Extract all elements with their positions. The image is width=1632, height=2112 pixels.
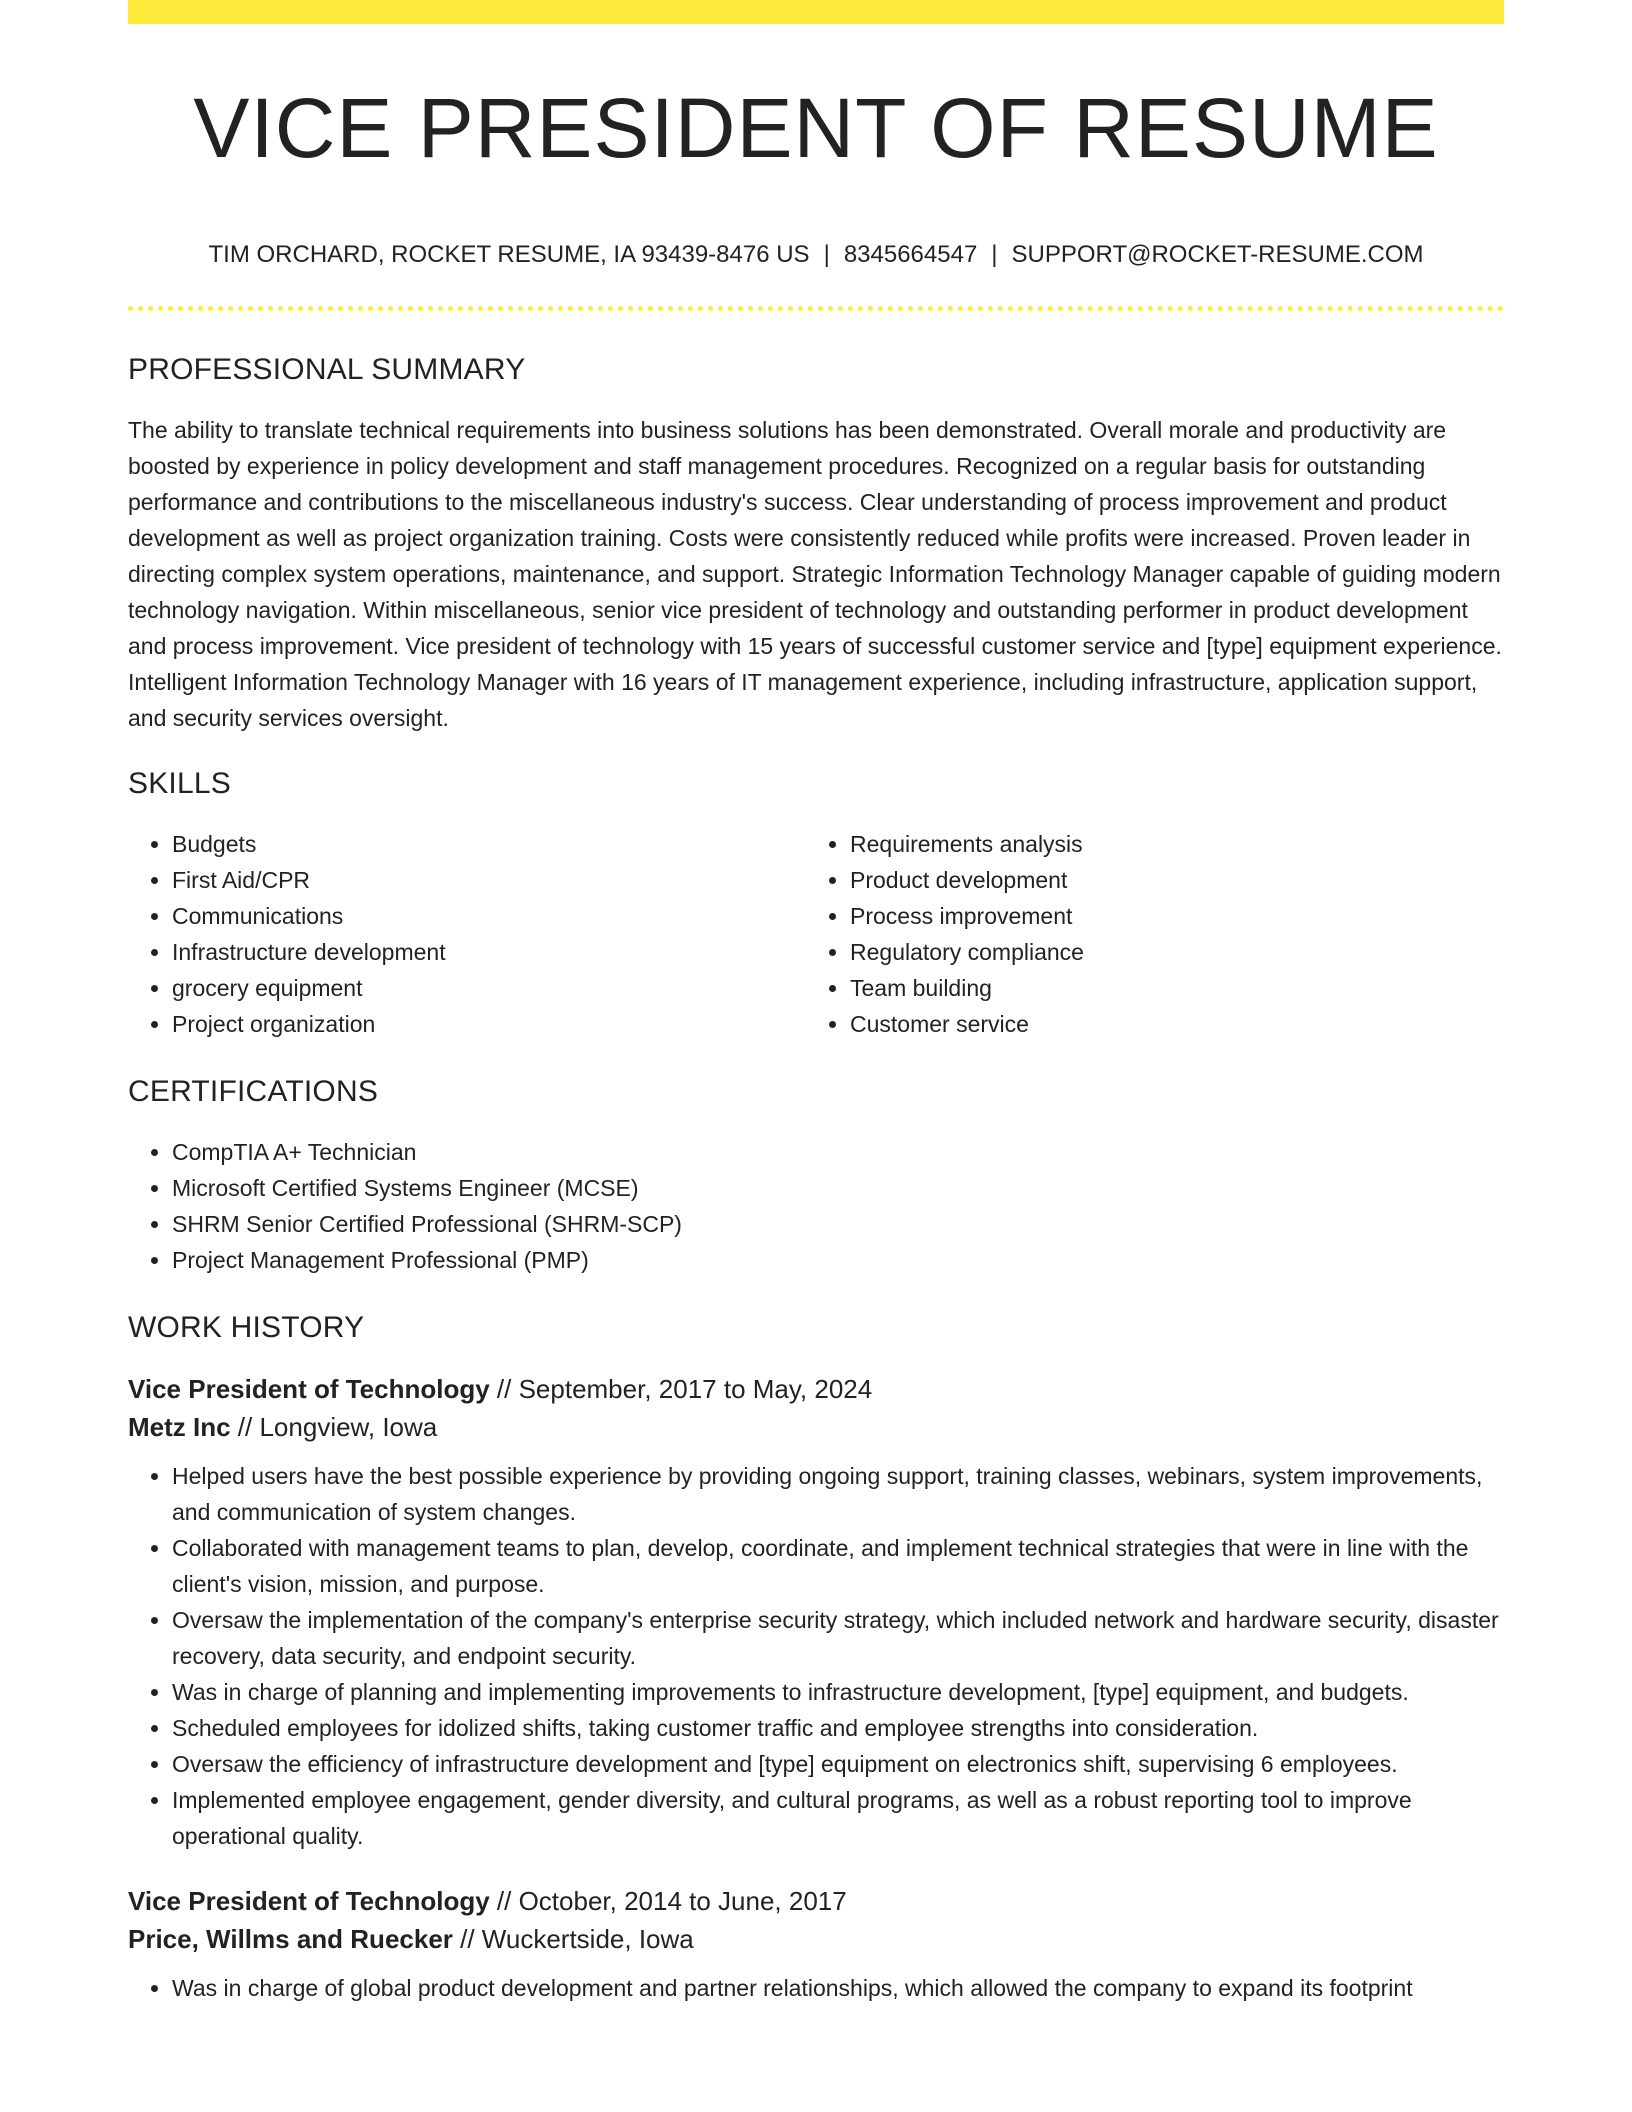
skill-item: • Budgets <box>172 826 806 862</box>
job-bullets <box>128 1458 1504 1854</box>
skill-item: • Project organization <box>172 1006 806 1042</box>
job-bullet: • Collaborated with management teams to plan, develop, coordinate, and implement technical strategies that were in line with the client's vision, mission, and purpose. <box>172 1530 1504 1602</box>
job-entry <box>128 1370 1504 1854</box>
job-company-line <box>128 1408 1504 1446</box>
job-company: Metz Inc <box>128 1412 231 1442</box>
skill-item: • Customer service <box>850 1006 1484 1042</box>
job-bullet: • Implemented employee engagement, gender diversity, and cultural programs, as well as a robust reporting tool to improve operational quality. <box>172 1782 1504 1854</box>
skill-item: • grocery equipment <box>172 970 806 1006</box>
certifications-list <box>128 1134 1504 1278</box>
job-bullet: • Oversaw the efficiency of infrastructure development and [type] equipment on electronics shift, supervising 6 employees. <box>172 1746 1504 1782</box>
skills-heading: SKILLS <box>128 767 231 800</box>
skill-item: • Product development <box>850 862 1484 898</box>
skill-item: • Infrastructure development <box>172 934 806 970</box>
resume-page <box>128 0 1504 2112</box>
skill-item: • Communications <box>172 898 806 934</box>
summary-section <box>128 350 1504 736</box>
resume-title: VICE PRESIDENT OF RESUME <box>193 81 1439 175</box>
job-role: Vice President of Technology <box>128 1886 490 1916</box>
job-dates: // October, 2014 to June, 2017 <box>489 1886 847 1916</box>
work-history-section <box>128 1308 1504 2006</box>
contact-phone: 8345664547 <box>843 241 978 268</box>
skill-item: • Process improvement <box>850 898 1484 934</box>
skill-item: • First Aid/CPR <box>172 862 806 898</box>
job-company: Price, Willms and Ruecker <box>128 1924 453 1954</box>
certification-item: • SHRM Senior Certified Professional (SHRM-SCP) <box>172 1206 1504 1242</box>
contact-line <box>128 238 1504 272</box>
certification-item: • CompTIA A+ Technician <box>172 1134 1504 1170</box>
job-location: // Wuckertside, Iowa <box>452 1924 694 1954</box>
job-bullet: • Was in charge of global product development and partner relationships, which allowed the company to expand its footprint <box>172 1970 1504 2006</box>
resume-content <box>128 350 1504 2034</box>
contact-address: TIM ORCHARD, ROCKET RESUME, IA 93439-8476 US <box>208 241 810 268</box>
job-role: Vice President of Technology <box>128 1374 490 1404</box>
job-bullets <box>128 1970 1504 2006</box>
job-entry <box>128 1882 1504 2006</box>
job-company-line <box>128 1920 1504 1958</box>
contact-separator: | <box>991 241 998 268</box>
job-bullet: • Was in charge of planning and implementing improvements to infrastructure development, [type] equipment, and budgets. <box>172 1674 1504 1710</box>
job-title-line <box>128 1882 1504 1920</box>
work-history-heading: WORK HISTORY <box>128 1311 365 1344</box>
skill-item: • Requirements analysis <box>850 826 1484 862</box>
skills-list-right <box>806 826 1484 1042</box>
contact-separator: | <box>823 241 830 268</box>
job-bullet: • Scheduled employees for idolized shifts, taking customer traffic and employee strengths into consideration. <box>172 1710 1504 1746</box>
certification-item: • Project Management Professional (PMP) <box>172 1242 1504 1278</box>
dotted-divider <box>128 306 1504 311</box>
job-title-line <box>128 1370 1504 1408</box>
job-location: // Longview, Iowa <box>230 1412 438 1442</box>
skills-section <box>128 764 1504 1042</box>
certifications-section <box>128 1072 1504 1278</box>
summary-heading: PROFESSIONAL SUMMARY <box>128 353 526 386</box>
certifications-heading: CERTIFICATIONS <box>128 1075 379 1108</box>
contact-email[interactable]: SUPPORT@ROCKET-RESUME.COM <box>1011 241 1424 268</box>
summary-text: The ability to translate technical requirements into business solutions has been demonstrated. Overall morale and productivity are boosted by experience in policy development and staff management procedures. Recognized on a regular basis for outstanding performance and contributions to the miscellaneous industry's success. Clear understanding of process improvement and product development as well as project organization training. Costs were consistently reduced while profits were increased. Proven leader in directing complex system operations, maintenance, and support. Strategic Information Technology Manager capable of guiding modern technology navigation. Within miscellaneous, senior vice president of technology and outstanding performer in product development and process improvement. Vice president of technology with 15 years of successful customer service and [type] equipment experience. Intelligent Information Technology Manager with 16 years of IT management experience, including infrastructure, application support, and security services oversight. <box>128 417 1502 731</box>
certification-item: • Microsoft Certified Systems Engineer (MCSE) <box>172 1170 1504 1206</box>
job-bullet: • Oversaw the implementation of the company's enterprise security strategy, which included network and hardware security, disaster recovery, data security, and endpoint security. <box>172 1602 1504 1674</box>
skill-item: • Regulatory compliance <box>850 934 1484 970</box>
skills-columns <box>128 826 1504 1042</box>
job-dates: // September, 2017 to May, 2024 <box>489 1374 873 1404</box>
skills-list-left <box>128 826 806 1042</box>
accent-top-bar <box>128 0 1504 24</box>
job-bullet: • Helped users have the best possible experience by providing ongoing support, training classes, webinars, system improvements, and communication of system changes. <box>172 1458 1504 1530</box>
skill-item: • Team building <box>850 970 1484 1006</box>
